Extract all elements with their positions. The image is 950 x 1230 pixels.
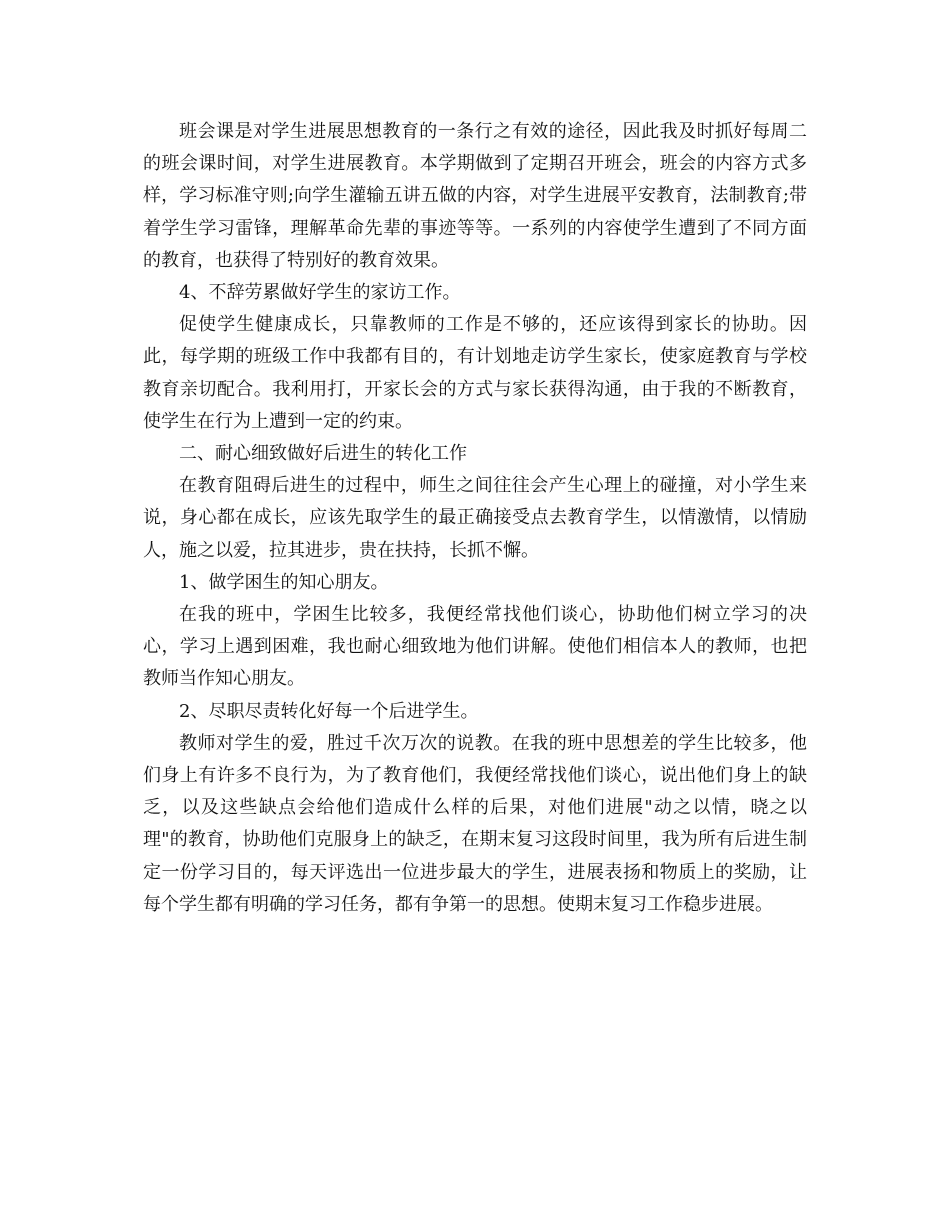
paragraph-trusted-friend: 在我的班中，学困生比较多，我便经常找他们谈心，协助他们树立学习的决心，学习上遇到困难，我也耐心细致地为他们讲解。使他们相信本人的教师，也把教师当作知心朋友。 [143,604,807,690]
heading-home-visits: 4、不辞劳累做好学生的家访工作。 [179,282,461,304]
heading-underachiever-transformation: 二、耐心细致做好后进生的转化工作 [179,443,467,465]
paragraph-every-student: 教师对学生的爱，胜过千次万次的说教。在我的班中思想差的学生比较多，他们身上有许多不良行为，为了教育他们，我便经常找他们谈心，说出他们身上的缺乏，以及这些缺点会给他们造成什么样的后果，对他们进展"动之以情，晓之以理"的教育，协助他们克服身上的缺乏，在期末复习这段时间里，我为所有后进生制定一份学习目的，每天评选出一位进步最大的学生，进展表扬和物质上的奖励，让每个学生都有明确的学习任务，都有争第一的思想。使期末复习工作稳步进展。 [143,732,807,915]
paragraph-class-meeting: 班会课是对学生进展思想教育的一条行之有效的途径，因此我及时抓好每周二的班会课时间，对学生进展教育。本学期做到了定期召开班会，班会的内容方式多样，学习标准守则;向学生灌输五讲五做的内容，对学生进展平安教育，法制教育;带着学生学习雷锋，理解革命先辈的事迹等等。一系列的内容使学生遭到了不同方面的教育，也获得了特别好的教育效果。 [143,121,807,271]
heading-trusted-friend: 1、做学困生的知心朋友。 [179,571,389,593]
document-body [143,116,807,921]
paragraph-home-visits: 促使学生健康成长，只靠教师的工作是不够的，还应该得到家长的协助。因此，每学期的班级工作中我都有目的，有计划地走访学生家长，使家庭教育与学校教育亲切配合。我利用打，开家长会的方式与家长获得沟通，由于我的不断教育，使学生在行为上遭到一定的约束。 [143,314,807,432]
heading-every-student: 2、尽职尽责转化好每一个后进学生。 [179,700,479,722]
paragraph-underachiever-transformation: 在教育阻碍后进生的过程中，师生之间往往会产生心理上的碰撞，对小学生来说，身心都在成长，应该先取学生的最正确接受点去教育学生，以情激情，以情励人，施之以爱，拉其进步，贵在扶持，长抓不懈。 [143,475,807,561]
